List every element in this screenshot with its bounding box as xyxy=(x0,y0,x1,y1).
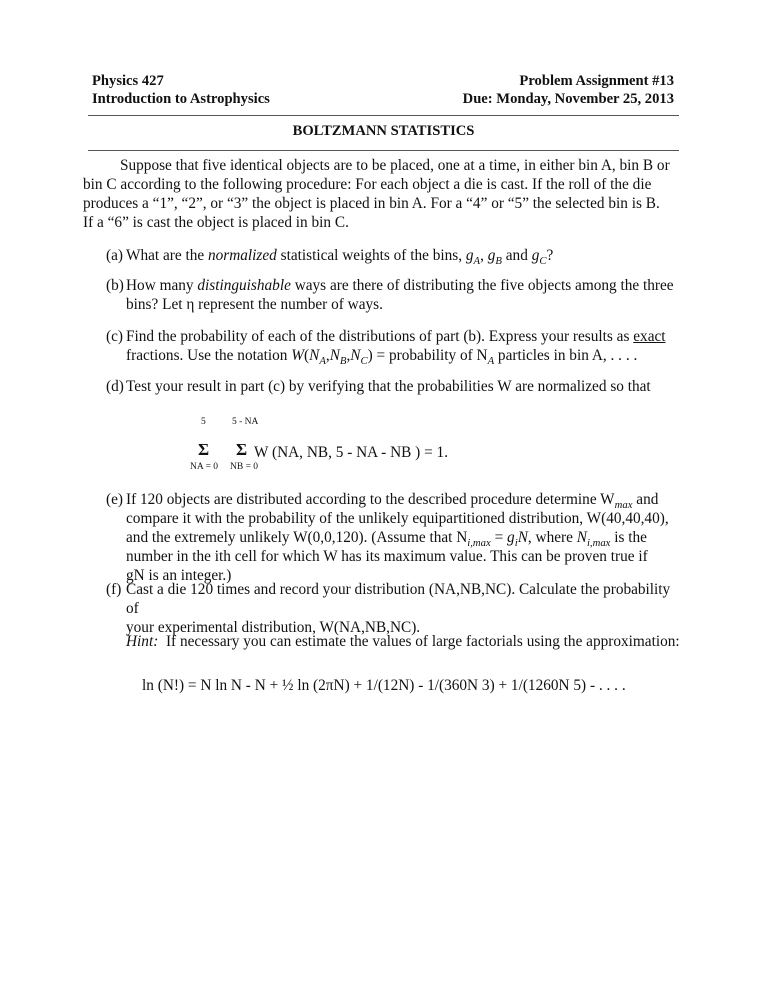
top-rule xyxy=(88,115,679,116)
sum-lower-1: NA = 0 xyxy=(190,462,219,472)
hint-label: Hint: xyxy=(126,633,159,650)
question-label: (a) xyxy=(106,247,123,264)
sigma-inner: Σ xyxy=(236,440,248,459)
sigma-outer: Σ xyxy=(198,440,210,459)
question-label: (f) xyxy=(106,581,122,598)
question-d xyxy=(106,377,686,396)
sum-lower-2: NB = 0 xyxy=(230,462,259,472)
question-label: (c) xyxy=(106,328,123,345)
assignment-number: Problem Assignment #13 xyxy=(519,73,674,89)
hint-text: If necessary you can estimate the values of large factorials using the approximation: xyxy=(165,633,680,650)
question-label: (d) xyxy=(106,378,124,395)
course-name: Introduction to Astrophysics xyxy=(92,91,270,107)
intro-line-1: Suppose that five identical objects are to be placed, one at a time, in either bin A, bin B or xyxy=(120,157,670,174)
sum-expression: W (NA, NB, 5 - NA - NB ) = 1. xyxy=(254,444,449,461)
question-text: What are the normalized statistical weights of the bins, $g_A$, $g_B$ and $g_C$? xyxy=(126,247,554,268)
question-text: Cast a die 120 times and record your distribution (NA,NB,NC). Calculate the probability of your experimental distribution, W(NA,NB,NC). xyxy=(126,581,671,636)
intro-line-3: produces a “1”, “2”, or “3” the object is placed in bin A. For a “4” or “5” the selected bin is B. xyxy=(83,195,660,212)
question-e xyxy=(106,490,686,585)
title-rule xyxy=(88,150,679,151)
intro-line-2: bin C according to the following procedure: For each object a die is cast. If the roll of the die xyxy=(83,176,652,193)
course-header xyxy=(92,72,270,108)
question-a xyxy=(106,246,686,268)
question-text: Test your result in part (c) by verifying that the probabilities W are normalized so that xyxy=(126,378,651,395)
question-text: How many distinguishable ways are there of distributing the five objects among the three bins? Let η represent the number of ways. xyxy=(126,277,674,313)
normalization-equation xyxy=(190,417,556,477)
stirling-formula: ln (N!) = N ln N - N + ½ ln (2πN) + 1/(12N) - 1/(360N 3) + 1/(1260N 5) - . . . . xyxy=(142,677,626,694)
question-label: (e) xyxy=(106,491,123,508)
sum-upper-1: 5 xyxy=(201,417,206,427)
question-text: If 120 objects are distributed according to the described procedure determine $W_{max}$ and compare it with the probability of the unlikely equipartitioned distribution, W(40,40,40), and the extremely unlikely W(0,0,120). (Assume that $N_{i,max} = g_iN$, where $N_{i,max}$ is the number in the ith cell for which W has its maximum value. This can be proven true if gN is an integer.) xyxy=(126,491,669,584)
page-title: BOLTZMANN STATISTICS xyxy=(292,123,475,139)
intro-paragraph xyxy=(83,156,683,232)
question-label: (b) xyxy=(106,277,124,294)
sum-upper-2: 5 - NA xyxy=(232,417,259,427)
hint xyxy=(126,632,686,651)
course-number: Physics 427 xyxy=(92,73,164,89)
assignment-header xyxy=(463,72,674,108)
question-b xyxy=(106,276,686,314)
question-text: Find the probability of each of the distributions of part (b). Express your results as exact fractions. Use the notation $W(N_A,N_B,N_C)$ = probability of $N_A$ particles in bin A, . . . . xyxy=(126,328,666,368)
question-c xyxy=(106,327,686,368)
due-date: Due: Monday, November 25, 2013 xyxy=(462,91,674,107)
question-f xyxy=(106,580,686,637)
intro-line-4: If a “6” is cast the object is placed in bin C. xyxy=(83,214,349,231)
